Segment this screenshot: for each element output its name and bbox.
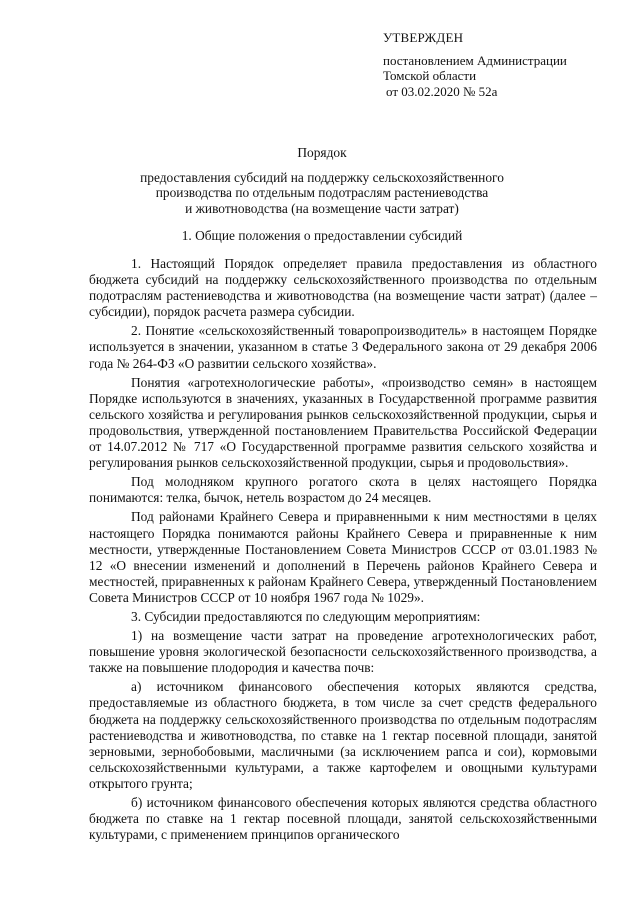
document-body [89, 256, 597, 843]
paragraph: а) источником финансового обеспечения которых являются средства, предоставляемые из областного бюджета, в том числе за счет средств федерального бюджета на поддержку сельскохозяйственного производства по отдельным подотраслям растениеводства и животноводства, по ставке на 1 гектар посевной площади, занятой зерновыми, зернобобовыми, масличными (за исключением рапса и сои), кормовыми сельскохозяйственными культурами, а также картофелем и овощными культурами открытого грунта; [89, 679, 597, 791]
document-title-block [92, 145, 552, 216]
paragraph: б) источником финансового обеспечения которых являются средства областного бюджета по ставке на 1 гектар посевной площади, занятой сельскохозяйственными культурами, с применением принципов органического [89, 795, 597, 843]
document-subtitle-line: производства по отдельным подотраслям растениеводства [155, 185, 489, 201]
approval-line: постановлением Администрации [383, 52, 567, 68]
paragraph: 1. Настоящий Порядок определяет правила предоставления из областного бюджета субсидий на поддержку сельскохозяйственного производства по отдельным подотраслям растениеводства и животноводства (на возмещение части затрат) (далее – субсидии), порядок расчета размера субсидии. [89, 256, 597, 320]
paragraph: 1) на возмещение части затрат на проведение агротехнологических работ, повышение уровня экологической безопасности сельскохозяйственного производства, а также на повышение плодородия и качества почв: [89, 628, 597, 676]
approval-date: от 03.02.2020 № 52а [386, 83, 498, 99]
document-subtitle-line: и животноводства (на возмещение части затрат) [185, 200, 459, 216]
paragraph: 3. Субсидии предоставляются по следующим мероприятиям: [131, 608, 481, 624]
paragraph: 2. Понятие «сельскохозяйственный товаропроизводитель» в настоящем Порядке используется в значении, указанном в статье 3 Федерального закона от 29 декабря 2006 года № 264-ФЗ «О развитии сельского хозяйства». [89, 323, 597, 371]
paragraph: Под районами Крайнего Севера и приравненными к ним местностями в целях настоящего Порядка понимаются районы Крайнего Севера и приравненные к ним местности, утвержденные Постановлением Совета Министров СССР от 03.01.1983 № 12 «О внесении изменений и дополнений в Перечень районов Крайнего Севера и местностей, приравненных к районам Крайнего Севера, утвержденный Постановлением Совета Министров СССР от 10 ноября 1967 года № 1029». [89, 509, 597, 605]
section-heading: 1. Общие положения о предоставлении субсидий [181, 228, 463, 243]
approval-heading: УТВЕРЖДЕН [383, 30, 464, 45]
paragraph: Под молодняком крупного рогатого скота в целях настоящего Порядка понимаются: телка, бычок, нетель возрастом до 24 месяцев. [89, 474, 597, 506]
approval-line: Томской области [383, 68, 477, 83]
approval-block [383, 30, 623, 99]
document-subtitle-line: предоставления субсидий на поддержку сельскохозяйственного [140, 169, 504, 185]
paragraph: Понятия «агротехнологические работы», «производство семян» в настоящем Порядке используются в значениях, указанных в Государственной программе развития сельского хозяйства и регулирования рынков сельскохозяйственной продукции, сырья и продовольствия, утвержденной постановлением Правительства Российской Федерации от 14.07.2012 № 717 «О Государственной программе развития сельского хозяйства и регулирования рынков сельскохозяйственной продукции, сырья и продовольствия». [89, 374, 597, 471]
document-title: Порядок [297, 145, 347, 160]
